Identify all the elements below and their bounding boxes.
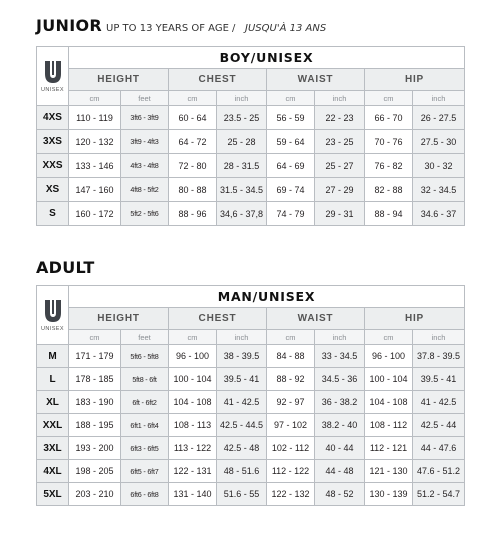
adult-table-cell: 108 - 112: [365, 414, 413, 437]
junior-unit-header: inch: [413, 91, 465, 106]
junior-unit-header: cm: [69, 91, 121, 106]
junior-table-cell: 3ft9 - 4ft3: [121, 130, 169, 154]
adult-measure-header: CHEST: [169, 308, 267, 330]
adult-logo-cell: [37, 286, 69, 345]
adult-table-cell: 102 - 112: [267, 437, 315, 460]
junior-measure-header: WAIST: [267, 69, 365, 91]
adult-table-cell: 51.6 - 55: [217, 483, 267, 506]
adult-table-cell: 183 - 190: [69, 391, 121, 414]
adult-unit-header: inch: [315, 330, 365, 345]
junior-table-cell: 72 - 80: [169, 154, 217, 178]
junior-measure-header: CHEST: [169, 69, 267, 91]
adult-table-cell: 38.2 - 40: [315, 414, 365, 437]
junior-table-cell: 66 - 70: [365, 106, 413, 130]
unisex-logo-icon: [43, 60, 63, 84]
junior-subtitle: UP TO 13 YEARS OF AGE /: [106, 23, 236, 34]
adult-table-cell: 36 - 38.2: [315, 391, 365, 414]
adult-table-cell: 112 - 121: [365, 437, 413, 460]
adult-table-cell: 131 - 140: [169, 483, 217, 506]
junior-table-cell: 160 - 172: [69, 202, 121, 226]
junior-measure-header: HIP: [365, 69, 465, 91]
junior-table-cell: 25 - 27: [315, 154, 365, 178]
junior-table-cell: 26 - 27.5: [413, 106, 465, 130]
junior-table-cell: 5ft2 - 5ft6: [121, 202, 169, 226]
adult-table-cell: 6ft3 - 6ft5: [121, 437, 169, 460]
junior-unit-header: feet: [121, 91, 169, 106]
adult-table-cell: 178 - 185: [69, 368, 121, 391]
junior-table-cell: 120 - 132: [69, 130, 121, 154]
adult-unit-header: feet: [121, 330, 169, 345]
adult-table-cell: 193 - 200: [69, 437, 121, 460]
adult-table-cell: 100 - 104: [365, 368, 413, 391]
adult-table-cell: 96 - 100: [365, 345, 413, 368]
junior-size-table: [36, 46, 465, 226]
junior-measure-header: HEIGHT: [69, 69, 169, 91]
adult-measure-header: WAIST: [267, 308, 365, 330]
adult-table-cell: 6ft6 - 6ft8: [121, 483, 169, 506]
adult-size-label: 5XL: [37, 483, 69, 506]
adult-table-cell: 33 - 34.5: [315, 345, 365, 368]
junior-subtitle-fr: JUSQU'À 13 ANS: [245, 23, 327, 34]
junior-table-cell: 22 - 23: [315, 106, 365, 130]
junior-table-cell: 59 - 64: [267, 130, 315, 154]
adult-unit-header: cm: [69, 330, 121, 345]
adult-table-cell: 40 - 44: [315, 437, 365, 460]
adult-table-cell: 6ft5 - 6ft7: [121, 460, 169, 483]
adult-table-cell: 41 - 42.5: [217, 391, 267, 414]
junior-table-cell: 147 - 160: [69, 178, 121, 202]
adult-table-cell: 6ft1 - 6ft4: [121, 414, 169, 437]
junior-table-cell: 110 - 119: [69, 106, 121, 130]
adult-table-cell: 88 - 92: [267, 368, 315, 391]
adult-measure-header: HIP: [365, 308, 465, 330]
adult-unit-header: inch: [413, 330, 465, 345]
junior-table-cell: 74 - 79: [267, 202, 315, 226]
junior-table-cell: 30 - 32: [413, 154, 465, 178]
junior-table-cell: 28 - 31.5: [217, 154, 267, 178]
adult-section-title: [36, 258, 95, 277]
junior-size-label: XXS: [37, 154, 69, 178]
adult-group-title: MAN/UNISEX: [69, 286, 465, 308]
adult-table-cell: 171 - 179: [69, 345, 121, 368]
adult-unit-header: cm: [365, 330, 413, 345]
junior-table-cell: 32 - 34.5: [413, 178, 465, 202]
junior-table-cell: 76 - 82: [365, 154, 413, 178]
junior-group-title: BOY/UNISEX: [69, 47, 465, 69]
adult-table-cell: 100 - 104: [169, 368, 217, 391]
adult-size-label: 3XL: [37, 437, 69, 460]
adult-unit-header: cm: [267, 330, 315, 345]
junior-table-cell: 69 - 74: [267, 178, 315, 202]
adult-table-cell: 96 - 100: [169, 345, 217, 368]
adult-measure-header: HEIGHT: [69, 308, 169, 330]
junior-table-cell: 80 - 88: [169, 178, 217, 202]
junior-table-cell: 23 - 25: [315, 130, 365, 154]
junior-unit-header: inch: [315, 91, 365, 106]
adult-table-cell: 203 - 210: [69, 483, 121, 506]
junior-table-cell: 4ft3 - 4ft8: [121, 154, 169, 178]
adult-table-cell: 34.5 - 36: [315, 368, 365, 391]
adult-logo-text: UNISEX: [41, 325, 64, 332]
junior-unit-header: inch: [217, 91, 267, 106]
adult-table-cell: 130 - 139: [365, 483, 413, 506]
junior-table-cell: 64 - 72: [169, 130, 217, 154]
junior-table-cell: 133 - 146: [69, 154, 121, 178]
junior-table-cell: 34.6 - 37: [413, 202, 465, 226]
adult-table-cell: 122 - 131: [169, 460, 217, 483]
junior-section-title: [36, 16, 326, 35]
adult-table-cell: 121 - 130: [365, 460, 413, 483]
adult-table-cell: 48 - 51.6: [217, 460, 267, 483]
adult-table-cell: 42.5 - 44: [413, 414, 465, 437]
junior-table-cell: 34,6 - 37,8: [217, 202, 267, 226]
adult-table-cell: 5ft6 - 5ft8: [121, 345, 169, 368]
adult-table-cell: 92 - 97: [267, 391, 315, 414]
junior-unit-header: cm: [365, 91, 413, 106]
junior-table-cell: 27 - 29: [315, 178, 365, 202]
junior-table-cell: 29 - 31: [315, 202, 365, 226]
adult-table-cell: 39.5 - 41: [413, 368, 465, 391]
junior-table-cell: 88 - 96: [169, 202, 217, 226]
adult-table-cell: 42.5 - 48: [217, 437, 267, 460]
junior-title: JUNIOR: [36, 16, 103, 35]
adult-unit-header: cm: [169, 330, 217, 345]
junior-table-cell: 23.5 - 25: [217, 106, 267, 130]
adult-table-cell: 198 - 205: [69, 460, 121, 483]
adult-unit-header: inch: [217, 330, 267, 345]
junior-table-cell: 27.5 - 30: [413, 130, 465, 154]
adult-table-cell: 113 - 122: [169, 437, 217, 460]
junior-table-cell: 25 - 28: [217, 130, 267, 154]
adult-size-label: XL: [37, 391, 69, 414]
junior-table-cell: 3ft6 - 3ft9: [121, 106, 169, 130]
adult-size-table: [36, 285, 465, 506]
adult-table-cell: 104 - 108: [365, 391, 413, 414]
junior-logo-text: UNISEX: [41, 86, 64, 93]
adult-size-label: M: [37, 345, 69, 368]
adult-table-cell: 122 - 132: [267, 483, 315, 506]
adult-table-cell: 6ft - 6ft2: [121, 391, 169, 414]
adult-table-cell: 51.2 - 54.7: [413, 483, 465, 506]
adult-size-label: 4XL: [37, 460, 69, 483]
adult-table-cell: 84 - 88: [267, 345, 315, 368]
adult-table-cell: 188 - 195: [69, 414, 121, 437]
junior-table-cell: 56 - 59: [267, 106, 315, 130]
unisex-logo-icon: [43, 299, 63, 323]
adult-title: ADULT: [36, 258, 95, 277]
junior-unit-header: cm: [169, 91, 217, 106]
adult-table-cell: 44 - 48: [315, 460, 365, 483]
adult-table-cell: 37.8 - 39.5: [413, 345, 465, 368]
junior-table-cell: 64 - 69: [267, 154, 315, 178]
adult-table-cell: 47.6 - 51.2: [413, 460, 465, 483]
junior-table-cell: 31.5 - 34.5: [217, 178, 267, 202]
junior-logo-cell: [37, 47, 69, 106]
junior-unit-header: cm: [267, 91, 315, 106]
adult-table-cell: 5ft8 - 6ft: [121, 368, 169, 391]
adult-size-label: XXL: [37, 414, 69, 437]
junior-table-cell: 82 - 88: [365, 178, 413, 202]
adult-table-cell: 39.5 - 41: [217, 368, 267, 391]
junior-size-label: S: [37, 202, 69, 226]
adult-table-cell: 112 - 122: [267, 460, 315, 483]
junior-size-label: 3XS: [37, 130, 69, 154]
junior-table-cell: 70 - 76: [365, 130, 413, 154]
adult-table-cell: 108 - 113: [169, 414, 217, 437]
adult-table-cell: 41 - 42.5: [413, 391, 465, 414]
junior-table-cell: 4ft8 - 5ft2: [121, 178, 169, 202]
junior-table-cell: 88 - 94: [365, 202, 413, 226]
adult-table-cell: 104 - 108: [169, 391, 217, 414]
adult-table-cell: 38 - 39.5: [217, 345, 267, 368]
junior-table-cell: 60 - 64: [169, 106, 217, 130]
junior-size-label: XS: [37, 178, 69, 202]
adult-size-label: L: [37, 368, 69, 391]
junior-size-label: 4XS: [37, 106, 69, 130]
adult-table-cell: 44 - 47.6: [413, 437, 465, 460]
adult-table-cell: 97 - 102: [267, 414, 315, 437]
adult-table-cell: 48 - 52: [315, 483, 365, 506]
adult-table-cell: 42.5 - 44.5: [217, 414, 267, 437]
